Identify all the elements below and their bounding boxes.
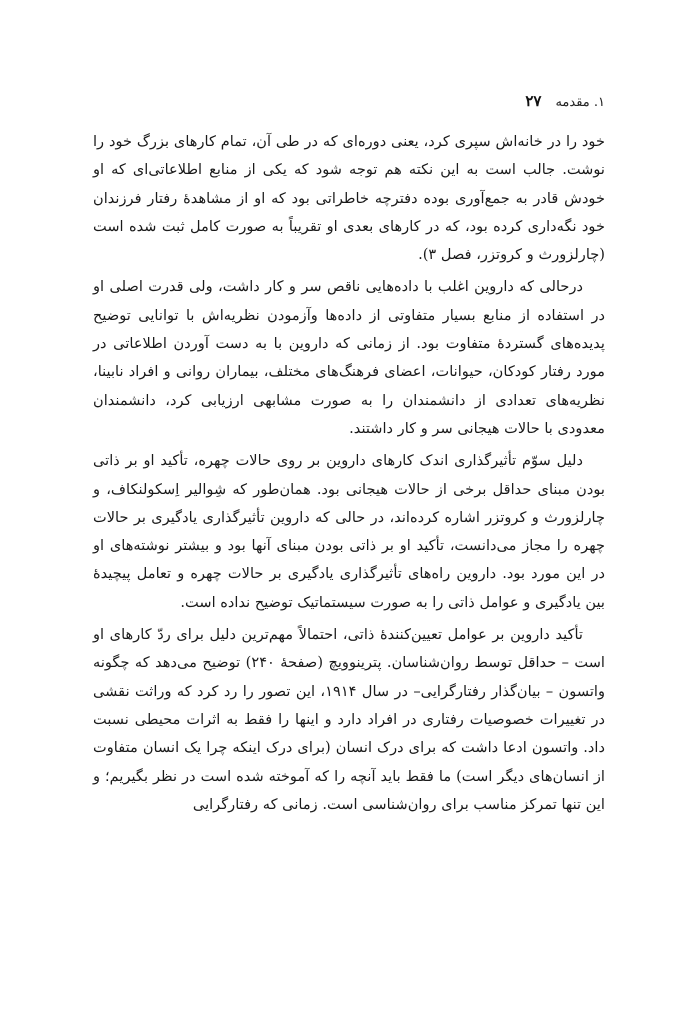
paragraph: خود را در خانه‌اش سپری کرد، یعنی دوره‌ای که در طی آن، تمام کارهای بزرگ خود را نوشت. جالب است به این نکته هم توجه شود که یکی از منابع اطلاعاتی‌ای که او خودش قادر به جمع‌آوری بوده دفترچه خاطراتی بود که او از مشاهدۀ رفتار فرزندان خود نگه‌داری کرده بود، که در کارهای بعدی او تقریباً به صورت کامل ثبت شده است (چارلزورث و کروتزر، فصل ۳). [93,133,605,264]
running-header [93,92,605,114]
chapter-title: ۱. مقدمه [555,95,605,110]
page-number: ۲۷ [525,92,542,110]
body-text [93,128,605,823]
paragraph: درحالی که داروین اغلب با داده‌هایی ناقص سر و کار داشت، ولی قدرت اصلی او در استفاده از منابع بسیار متفاوتی از داده‌ها وآزمودن نظریه‌اش با توانایی توضیح پدیده‌های گستردۀ متفاوت بود. از زمانی که داروین با به دست آوردن اطلاعاتی در مورد رفتار کودکان، حیوانات، اعضای فرهنگ‌های مختلف، بیماران روانی و افراد نابینا، نظریه‌های تعدادی از دانشمندان را به صورت مشابهی ارزیابی کرد، دانشمندان معدودی با حالات هیجانی سر و کار داشتند. [93,278,605,437]
paragraph: دلیل سوّم تأثیرگذاری اندک کارهای داروین بر روی حالات چهره، تأکید او بر ذاتی بودن مبنای حداقل برخی از حالات هیجانی بود. همان‌طور که شِوالیر اِسکولنکاف، و چارلزورث و کروتزر اشاره کرده‌اند، در حالی که داروین تأثیرگذاری یادگیری بر حالات چهره را مجاز می‌دانست، تأکید او بر ذاتی بودن مبنای آنها بود و بیشتر نوشته‌های او در این مورد بود. داروین راه‌های تأثیرگذاری یادگیری بر حالات چهره و تعامل پیچیدۀ بین یادگیری و عوامل ذاتی را به صورت سیستماتیک توضیح نداده است. [93,452,605,611]
paragraph: تأکید داروین بر عوامل تعیین‌کنندۀ ذاتی، احتمالاً مهم‌ترین دلیل برای ردّ کارهای او است – حداقل توسط روان‌شناسان. پترینوویچ (صفحۀ ۲۴۰) توضیح می‌دهد که چگونه واتسون – بیان‌گذار رفتارگرایی– در سال ۱۹۱۴، این تصور را رد کرد که وراثت نقشی در تغییرات خصوصیات رفتاری در افراد دارد و اینها را فقط به اثرات محیطی نسبت داد. واتسون ادعا داشت که برای درک انسان (برای درک اینکه چرا یک انسان متفاوت از انسان‌های دیگر است) ما فقط باید آنچه را که آموخته شده است در نظر بگیریم؛ و این تنها تمرکز مناسب برای روان‌شناسی است. زمانی که رفتارگرایی [93,626,605,813]
